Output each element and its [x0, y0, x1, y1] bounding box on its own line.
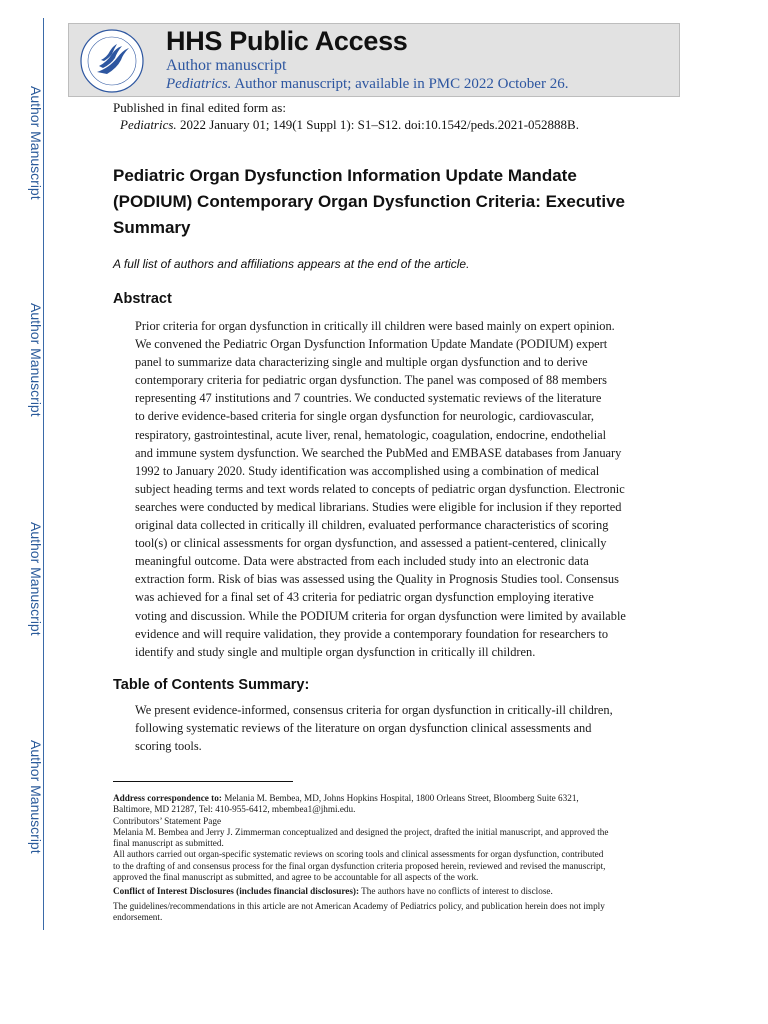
- citation-journal: Pediatrics.: [120, 117, 177, 132]
- published-label: Published in final edited form as:: [113, 100, 286, 115]
- toc-body: [135, 701, 653, 755]
- toc-line: We present evidence-informed, consensus criteria for organ dysfunction in critically-ill children,: [135, 703, 613, 717]
- citation-text: 2022 January 01; 149(1 Suppl 1): S1–S12. doi:10.1542/peds.2021-052888B.: [176, 117, 579, 132]
- address-text: Melania M. Bembea, MD, Johns Hopkins Hospital, 1800 Orleans Street, Bloomberg Suite 6321,: [221, 793, 579, 803]
- conflict-line: [113, 886, 658, 897]
- abstract-heading: Abstract: [113, 291, 172, 307]
- abstract-line: Prior criteria for organ dysfunction in critically ill children were based mainly on expert opinion.: [135, 319, 615, 333]
- abstract-line: voting and discussion. While the PODIUM criteria for organ dysfunction were limited by available: [135, 608, 626, 623]
- hhs-seal-icon: [79, 28, 145, 94]
- title-line: (PODIUM) Contemporary Organ Dysfunction Criteria: Executive: [113, 192, 625, 211]
- guidelines-text: The guidelines/recommendations in this article are not American Academy of Pediatrics policy, and publication herein does not imply: [113, 900, 605, 911]
- side-label-author-manuscript: Author Manuscript: [28, 740, 44, 854]
- availability-text: Author manuscript; available in PMC 2022 October 26.: [231, 76, 569, 92]
- journal-name: Pediatrics.: [166, 76, 232, 92]
- abstract-line: contemporary criteria for pediatric organ dysfunction. The panel was composed of 88 members: [135, 373, 607, 388]
- footnotes: [113, 793, 658, 923]
- abstract-line: panel to summarize data characterizing single and multiple organ dysfunction and to derive: [135, 355, 588, 370]
- hhs-header: [68, 23, 680, 97]
- title-line: Summary: [113, 218, 191, 237]
- abstract-line: respiratory, gastrointestinal, acute liver, renal, hematologic, coagulation, endocrine, endothelial: [135, 427, 607, 442]
- contributors-text: final manuscript as submitted.: [113, 838, 224, 849]
- address-line: [113, 793, 658, 804]
- hhs-title: HHS Public Access: [166, 26, 408, 56]
- guidelines-text: endorsement.: [113, 911, 163, 922]
- abstract-line: We convened the Pediatric Organ Dysfunction Information Update Mandate (PODIUM) expert: [135, 337, 608, 352]
- abstract-body: [135, 317, 653, 661]
- abstract-line: to derive evidence-based criteria for single organ dysfunction for neurologic, cardiovascular,: [135, 409, 594, 424]
- contributors-text: approved the final manuscript as submitted, and agree to be accountable for all aspects of the work.: [113, 872, 479, 883]
- abstract-line: original data collected in critically ill children, evaluated performance characteristics of scoring: [135, 518, 609, 533]
- side-label-author-manuscript: Author Manuscript: [28, 522, 44, 636]
- toc-line: scoring tools.: [135, 739, 202, 754]
- toc-heading: Table of Contents Summary:: [113, 677, 310, 693]
- manuscript-type: Author manuscript: [166, 57, 287, 74]
- abstract-line: evidence and will require validation, they provide a contemporary foundation for researchers to: [135, 626, 609, 641]
- footnote-rule: [113, 781, 293, 782]
- abstract-line: was achieved for a final set of 43 criteria for pediatric organ dysfunction employing iterative: [135, 590, 594, 605]
- abstract-line: and immune system dysfunction. We searched the PubMed and EMBASE databases from January: [135, 445, 622, 460]
- contributors-text: to the drafting of and consensus process for the final organ dysfunction criteria proposed herein, reviewed and revised the manuscript,: [113, 860, 606, 871]
- toc-line: following systematic reviews of the literature on organ dysfunction clinical assessments and: [135, 721, 592, 736]
- abstract-line: identify and study single and multiple organ dysfunction in critically ill children.: [135, 644, 536, 659]
- side-label-author-manuscript: Author Manuscript: [28, 86, 44, 200]
- abstract-line: extraction form. Risk of bias was assessed using the Quality in Prognosis Studies tool. Consensus: [135, 572, 619, 587]
- abstract-line: 1992 to January 2020. Study identification was accomplished using a combination of medical: [135, 463, 600, 478]
- availability-line: [166, 76, 568, 93]
- contributors-label: Contributors’ Statement Page: [113, 815, 222, 826]
- address-label: Address correspondence to:: [113, 793, 222, 803]
- conflict-text: The authors have no conflicts of interest to disclose.: [359, 886, 553, 897]
- contributors-text: All authors carried out organ-specific systematic reviews on scoring tools and clinical assessments for organ dysfunction, contributed: [113, 849, 604, 860]
- authors-note: A full list of authors and affiliations appears at the end of the article.: [113, 257, 470, 271]
- abstract-line: subject heading terms and text words related to concepts of pediatric organ dysfunction. Electronic: [135, 481, 625, 496]
- conflict-label: Conflict of Interest Disclosures (includes financial disclosures):: [113, 886, 360, 897]
- title-line: Pediatric Organ Dysfunction Information Update Mandate: [113, 166, 577, 185]
- side-label-author-manuscript: Author Manuscript: [28, 303, 44, 417]
- contributors-text: Melania M. Bembea and Jerry J. Zimmerman conceptualized and designed the project, drafted the initial manuscript, and approved the: [113, 826, 609, 837]
- article-title: [113, 163, 673, 241]
- citation: [120, 117, 579, 133]
- abstract-line: representing 47 institutions and 7 countries. We conducted systematic reviews of the literature: [135, 391, 602, 406]
- address-line-2: Baltimore, MD 21287, Tel: 410-955-6412, mbembea1@jhmi.edu.: [113, 804, 356, 815]
- abstract-line: meaningful outcome. Data were abstracted from each included study into an electronic data: [135, 554, 589, 569]
- abstract-line: searches were conducted by medical librarians. Studies were eligible for inclusion if they reported: [135, 499, 622, 514]
- abstract-line: tool(s) or clinical assessments for organ dysfunction, and assessed a patient-centered, clinically: [135, 536, 607, 551]
